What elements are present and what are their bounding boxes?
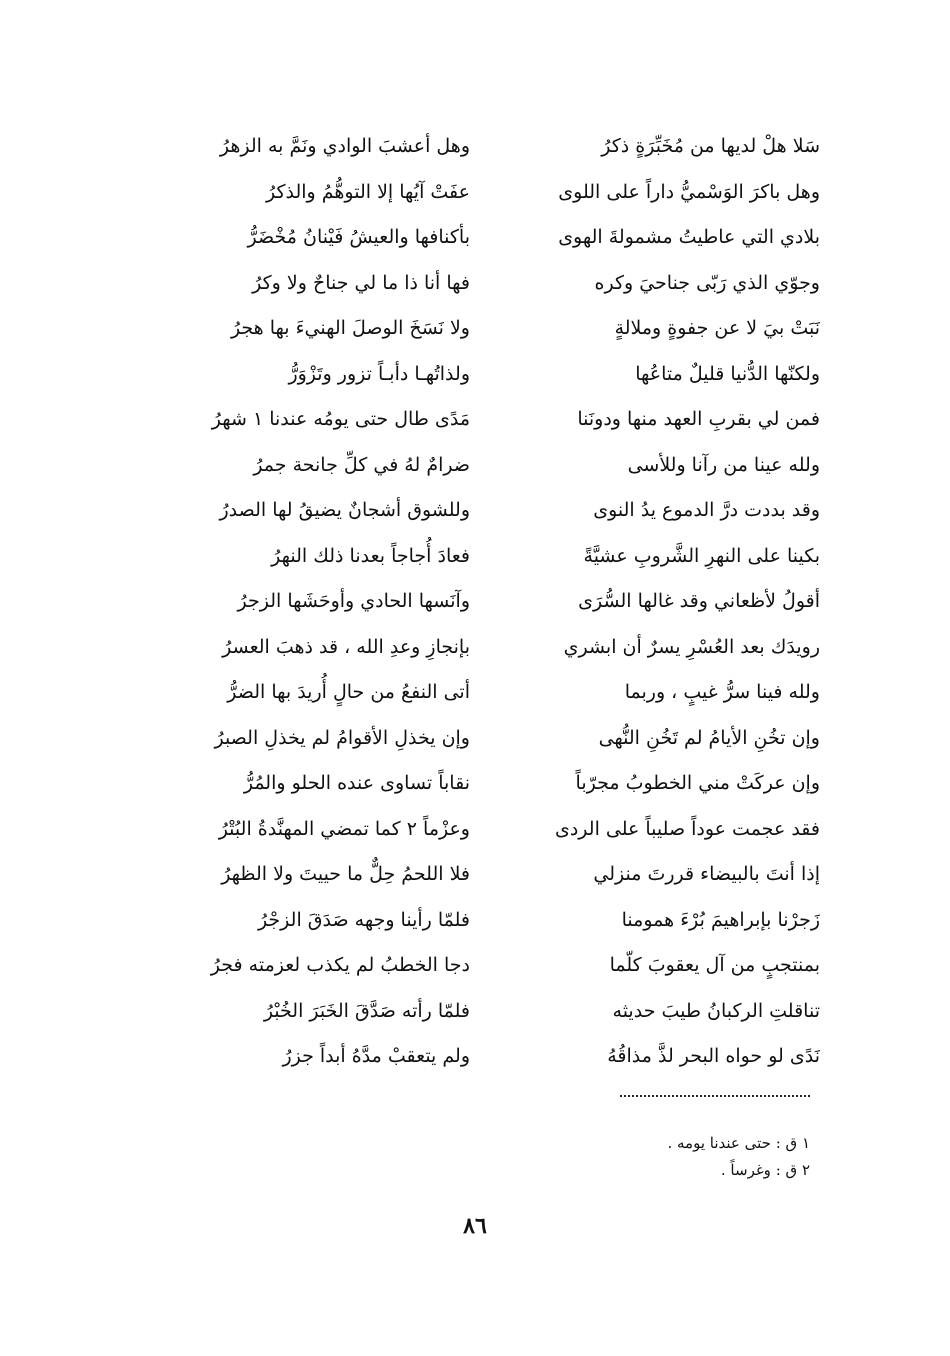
verse-second-hemistich: ضرامٌ لهُ في كلِّ جانحة جمرُ bbox=[253, 453, 470, 476]
verse-first-hemistich: ولله فينا سرُّ غيبٍ ، وربما bbox=[624, 681, 820, 703]
verse-row bbox=[140, 761, 820, 807]
verse-row bbox=[140, 670, 820, 716]
verse-second-hemistich: أتى النفعُ من حالٍ أُريدَ بها الضرُّ bbox=[227, 681, 470, 703]
verse-first-hemistich: وجوّي الذي رَبّى جناحيَ وكره bbox=[594, 271, 820, 294]
verse-second-hemistich: وإن يخذلِ الأقوامُ لم يخذلِ الصبرُ bbox=[214, 726, 470, 749]
verse-row bbox=[140, 397, 820, 443]
verse-first-hemistich: نَدًى لو حواه البحر لذَّ مذاقُهُ bbox=[607, 1045, 820, 1067]
footnote-2: ٢ ق : وغرساً . bbox=[720, 1161, 810, 1179]
verse-second-hemistich: عفَتْ آيُها إلا التوهُّمُ والذكرُ bbox=[265, 180, 470, 203]
verse-second-hemistich: فلا اللحمُ حِلٌّ ما حييتَ ولا الظهرُ bbox=[221, 863, 470, 885]
verse-second-hemistich: فعادَ أُجاجاً بعدنا ذلك النهرُ bbox=[271, 544, 470, 567]
verse-row bbox=[140, 534, 820, 580]
verse-second-hemistich: ولذاتُهـا دأبـاً تزور وتَزْوَرُّ bbox=[288, 362, 470, 385]
verse-second-hemistich: دجا الخطبُ لم يكذب لعزمته فجرُ bbox=[210, 954, 470, 976]
verse-row bbox=[140, 261, 820, 307]
verse-first-hemistich: تناقلتِ الركبانُ طيبَ حديثه bbox=[612, 999, 820, 1022]
verse-second-hemistich: ولم يتعقبْ مدَّهُ أبداً جزرُ bbox=[282, 1045, 470, 1067]
verse-row bbox=[140, 352, 820, 398]
verse-second-hemistich: وعزْماً ٢ كما تمضي المهنَّدةُ البُتْرُ bbox=[218, 817, 470, 840]
verse-second-hemistich: وآنَسها الحادي وأوحَشَها الزجرُ bbox=[237, 590, 470, 612]
verse-first-hemistich: بلادي التي عاطيتُ مشمولةَ الهوى bbox=[558, 226, 820, 248]
verse-row bbox=[140, 807, 820, 853]
footnotes bbox=[410, 1130, 810, 1184]
verse-first-hemistich: نَبَتْ بيَ لا عن جفوةٍ وملالةٍ bbox=[614, 317, 820, 339]
verse-second-hemistich: فلمّا رأينا وجهه صَدَقَ الزجْرُ bbox=[257, 908, 470, 931]
verse-first-hemistich: بمنتجبٍ من آل يعقوبَ كلّما bbox=[609, 954, 820, 976]
verse-second-hemistich: بإنجازِ وعدِ الله ، قد ذهبَ العسرُ bbox=[222, 635, 470, 658]
page-number: ٨٦ bbox=[463, 1213, 487, 1239]
verse-first-hemistich: ولله عينا من رآنا وللأسى bbox=[627, 453, 820, 476]
verse-first-hemistich: رويدَك بعد العُسْرِ يسرٌ أن ابشري bbox=[563, 635, 820, 658]
footnote-separator bbox=[620, 1095, 810, 1097]
verse-second-hemistich: وهل أعشبَ الوادي ونَمَّ به الزهرُ bbox=[219, 135, 470, 157]
verse-first-hemistich: فقد عجمت عوداً صليباً على الردى bbox=[554, 817, 820, 840]
verse-first-hemistich: إذا أنتَ بالبيضاء قررتَ منزلي bbox=[593, 863, 820, 885]
verse-row bbox=[140, 625, 820, 671]
verse-second-hemistich: مَدًى طال حتى يومُه عندنا ١ شهرُ bbox=[211, 408, 470, 430]
verse-row bbox=[140, 306, 820, 352]
poem-verses bbox=[140, 124, 820, 1067]
verse-first-hemistich: وإن تخُنِ الأيامُ لم تَخُنِ النُّهى bbox=[598, 726, 820, 749]
verse-row bbox=[140, 852, 820, 898]
verse-second-hemistich: فها أنا ذا ما لي جناحٌ ولا وكرُ bbox=[252, 271, 470, 294]
verse-first-hemistich: وهل باكرَ الوَسْميُّ داراً على اللوى bbox=[558, 180, 820, 203]
verse-row bbox=[140, 124, 820, 170]
verse-first-hemistich: فمن لي بقربِ العهد منها ودونَنا bbox=[577, 408, 820, 430]
verse-row bbox=[140, 1034, 820, 1080]
verse-row bbox=[140, 579, 820, 625]
verse-second-hemistich: فلمّا رأته صَدَّقَ الخَبَرَ الخُبْرُ bbox=[263, 999, 470, 1022]
verse-row bbox=[140, 989, 820, 1035]
verse-row bbox=[140, 215, 820, 261]
verse-first-hemistich: وإن عركَتْ مني الخطوبُ مجرّباً bbox=[575, 772, 820, 794]
verse-first-hemistich: سَلا هلْ لديها من مُخَبِّرَةٍ ذكرُ bbox=[601, 135, 820, 157]
verse-second-hemistich: ولا نَسَخَ الوصلَ الهنيءَ بها هجرُ bbox=[230, 317, 470, 339]
verse-first-hemistich: وقد بددت درَّ الدموع يدُ النوى bbox=[593, 499, 820, 521]
verse-first-hemistich: ولكنّها الدُّنيا قليلٌ متاعُها bbox=[635, 362, 820, 385]
verse-row bbox=[140, 170, 820, 216]
verse-second-hemistich: وللشوق أشجانٌ يضيقُ لها الصدرُ bbox=[219, 499, 470, 521]
verse-second-hemistich: بأكنافها والعيشُ فَيْنانُ مُخْضَرُّ bbox=[247, 226, 470, 248]
verse-row bbox=[140, 943, 820, 989]
verse-second-hemistich: نقاباً تساوى عنده الحلو والمُرُّ bbox=[243, 772, 470, 794]
verse-row bbox=[140, 898, 820, 944]
verse-first-hemistich: زَجرْنا بإبراهيمَ بُرْءَ همومنا bbox=[621, 908, 820, 931]
verse-first-hemistich: أقولُ لأظعاني وقد غالها السُّرَى bbox=[578, 590, 820, 612]
verse-row bbox=[140, 716, 820, 762]
verse-row bbox=[140, 488, 820, 534]
verse-first-hemistich: بكينا على النهرِ الشَّروبِ عشيَّةً bbox=[583, 544, 820, 567]
footnote-1: ١ ق : حتى عندنا يومه . bbox=[667, 1134, 810, 1152]
verse-row bbox=[140, 443, 820, 489]
